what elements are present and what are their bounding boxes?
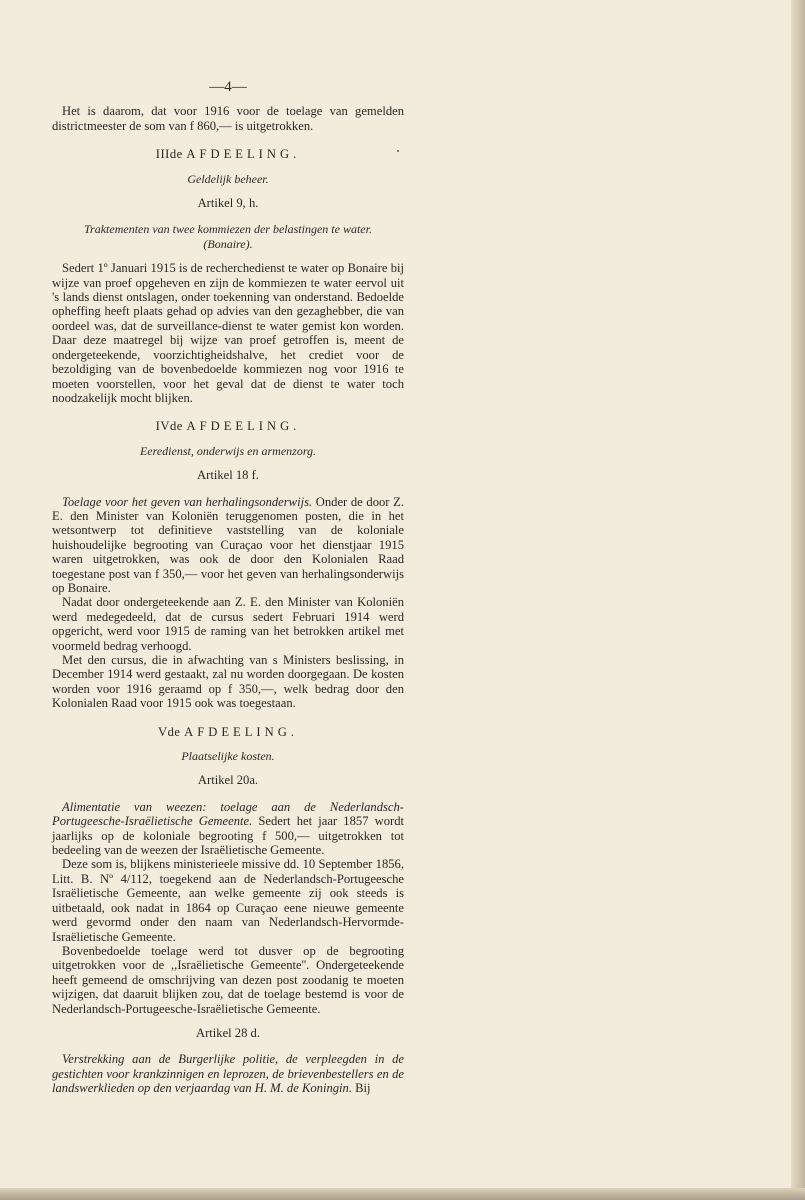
section-4-paragraph-3: Met den cursus, die in afwachting van s Ministers beslissing, in December 1914 werd gestaakt, zal nu worden doorgegaan. De kosten worden voor 1916 geraamd op f 350,—, welk bedrag door den Kolonialen Raad voor 1915 ook was toegestaan. <box>52 653 404 711</box>
section-5-prefix: Vde <box>158 724 181 739</box>
section-4-p1-italic: Toelage voor het geven van herhalingsonderwijs. <box>62 494 313 509</box>
page-edge-bottom <box>0 1188 805 1200</box>
section-heading-3 <box>52 147 404 161</box>
section-5-subtitle: Plaatselijke kosten. <box>181 749 275 764</box>
section-5-p1-italic: Alimentatie van weezen: toelage aan de Nederlandsch-Portugeesche-Israëlietische Gemeente. <box>52 799 404 829</box>
section-3-paragraph: Sedert 1º Januari 1915 is de recherchedienst te water op Bonaire bij wijze van proef opgeheven en zijn de kommiezen te water eervol uit 's lands dienst ontslagen, onder toekenning van onderstand. Bedoelde opheffing heeft plaats gehad op advies van den gezaghebber, die van oordeel was, dat de surveillance-dienst te water gemist kon worden. Daar deze maatregel bij wijze van proef getroffen is, meent de ondergeteekende, voorzichtigheidshalve, het crediet voor de bezoldiging van de bovenbedoelde kommiezen nog voor 1916 te moeten voorstellen, voor het geval dat de dienst te water toch noodzakelijk mocht blijken. <box>52 261 404 405</box>
intro-paragraph: Het is daarom, dat voor 1916 voor de toelage van gemelden districtmeester de som van f 860,— is uitgetrokken. <box>52 104 404 133</box>
section-4-word: AFDEELING. <box>186 419 301 434</box>
section-5-article: Artikel 20a. <box>197 773 259 788</box>
section-4-paragraph-1 <box>52 495 404 596</box>
section-5-article-2: Artikel 28 d. <box>195 1025 260 1040</box>
section-4-p1-rest: Onder de door Z. E. den Minister van Koloniën teruggenomen posten, die in het wetsontwerp tot definitieve vaststelling van de koloniale huishoudelijke begrooting van Curaçao voor het dienstjaar 1915 waren uitgetrokken, was ook de door den Kolonialen Raad toegestane post van f 350,— voor het geven van herhalingsonderwijs op Bonaire. <box>52 494 404 595</box>
section-4-article: Artikel 18 f. <box>197 468 259 483</box>
section-3-subtitle: Geldelijk beheer. <box>187 171 269 186</box>
section-heading-4 <box>52 419 404 433</box>
section-5-p4-rest: Bij <box>352 1081 371 1096</box>
page-number: —4— <box>209 79 247 95</box>
section-5-p1-rest: Sedert het jaar 1857 wordt jaarlijks op de koloniale begrooting f 500,— uitgetrokken tot bedeeling van de weezen der Israëlietische Gemeente. <box>52 814 404 858</box>
page-edge-right <box>791 0 805 1200</box>
section-3-article-place: (Bonaire). <box>203 236 253 251</box>
section-4-subtitle: Eeredienst, onderwijs en armenzorg. <box>139 443 317 458</box>
section-3-article-title: Traktementen van twee kommiezen der belastingen te water. <box>84 222 372 237</box>
section-5-paragraph-4 <box>52 1052 404 1095</box>
section-4-paragraph-2: Nadat door ondergeteekende aan Z. E. den Minister van Koloniën werd medegedeeld, dat de cursus sedert Februari 1914 werd opgericht, werd voor 1915 de raming van het betrokken artikel met voormeld bedrag verhoogd. <box>52 595 404 653</box>
section-4-prefix: IVde <box>155 419 183 434</box>
section-5-paragraph-1 <box>52 800 404 858</box>
section-5-paragraph-2: Deze som is, blijkens ministerieele missive dd. 10 September 1856, Litt. B. Nº 4/112, toegekend aan de Nederlandsch-Portugeesche Israëlietische Gemeente, aan welke gemeente zij ook steeds is uitbetaald, ook nadat in 1864 op Curaçao eene nieuwe gemeente werd gevormd onder den naam van Nederlandsch-Hervormde-Israëlietische Gemeente. <box>52 857 404 944</box>
section-5-word: AFDEELING. <box>184 724 298 739</box>
section-3-article: Artikel 9, h. <box>197 196 259 211</box>
text-column <box>52 80 404 1096</box>
section-3-word: AFDEELING. <box>186 147 301 162</box>
section-heading-5 <box>52 725 404 739</box>
section-3-prefix: IIIde <box>155 147 183 162</box>
section-5-p4-italic: Verstrekking aan de Burgerlijke politie, de verpleegden in de gestichten voor krankzinnigen en leprozen, de brievenbestellers en de landswerklieden op den verjaardag van H. M. de Koningin. <box>52 1052 404 1096</box>
section-5-paragraph-3: Bovenbedoelde toelage werd tot dusver op de begrooting uitgetrokken voor de ,,Israëlietische Gemeente''. Ondergeteekende heeft gemeend de omschrijving van dezen post zoodanig te moeten wijzigen, dat daaruit blijken zou, dat de toelage bestemd is voor de Nederlandsch-Portugeesche-Israëlietische Gemeente. <box>52 943 404 1016</box>
